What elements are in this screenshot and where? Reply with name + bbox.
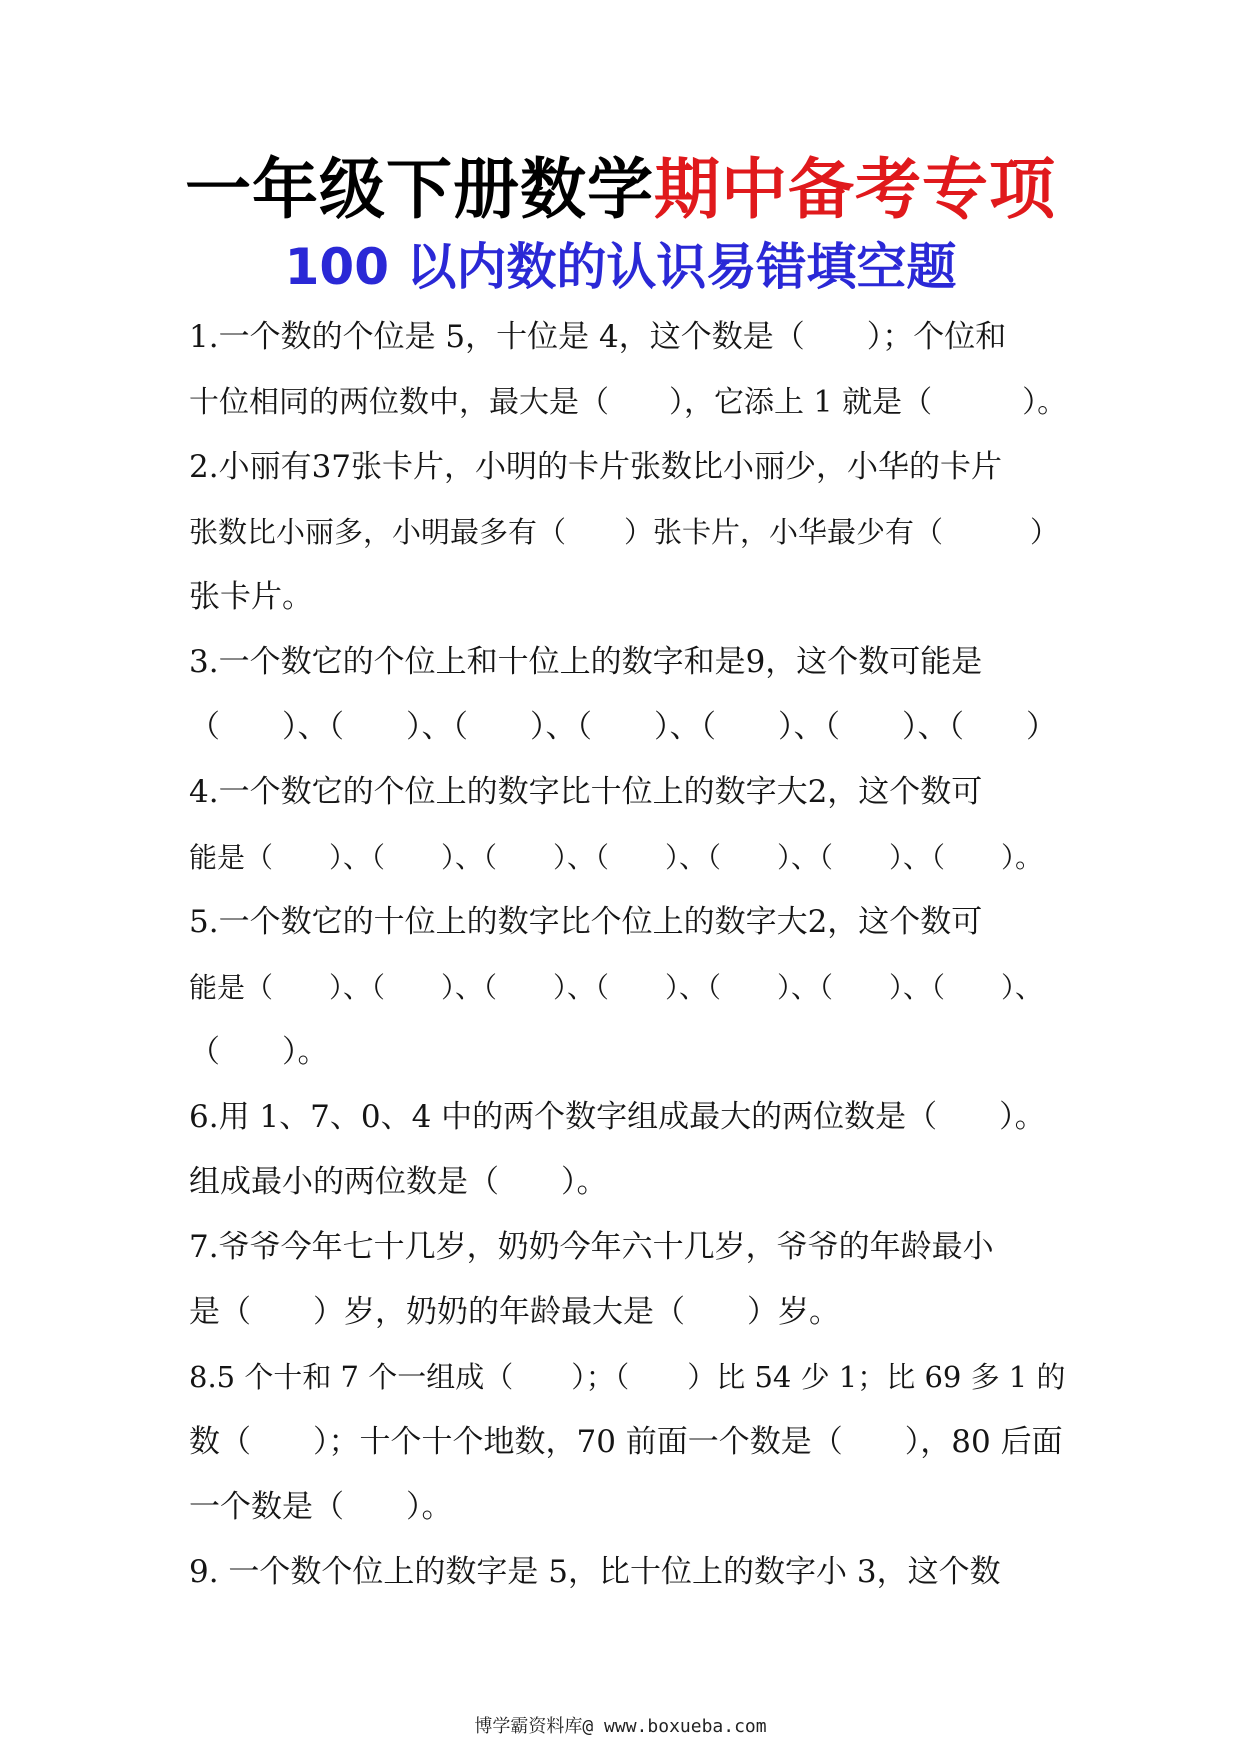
question-line: （ ）。 bbox=[189, 1034, 329, 1070]
question-line: 组成最小的两位数是（ ）。 bbox=[189, 1164, 608, 1200]
question-line: 十位相同的两位数中，最大是（ ），它添上 1 就是（ ）。 bbox=[189, 385, 1068, 420]
question-line: 6.用 1、7、0、4 中的两个数字组成最大的两位数是（ ）。 bbox=[189, 1099, 1046, 1135]
question-line: 2.小丽有37张卡片，小明的卡片张数比小丽少，小华的卡片 bbox=[189, 449, 1003, 485]
question-4 bbox=[189, 760, 1059, 890]
title-highlight: 期中备考专项 bbox=[654, 151, 1056, 228]
question-line: 是（ ）岁，奶奶的年龄最大是（ ）岁。 bbox=[189, 1294, 840, 1330]
question-line: 能是（ ）、（ ）、（ ）、（ ）、（ ）、（ ）、（ ）、 bbox=[189, 971, 1044, 1004]
question-line: 5.一个数它的十位上的数字比个位上的数字大2，这个数可 bbox=[189, 904, 983, 940]
footer-watermark: 博学霸资料库@ www.boxueba.com bbox=[474, 1716, 767, 1737]
page-title bbox=[0, 150, 1241, 230]
question-line: 1.一个数的个位是 5，十位是 4，这个数是（ ）；个位和 bbox=[189, 319, 1007, 355]
question-line: 张卡片。 bbox=[189, 579, 313, 615]
question-line: 数（ ）；十个十个地数，70 前面一个数是（ ），80 后面 bbox=[189, 1424, 1063, 1460]
question-7 bbox=[189, 1215, 1059, 1345]
question-5 bbox=[189, 890, 1059, 1085]
question-3 bbox=[189, 630, 1059, 760]
question-line: 8.5 个十和 7 个一组成（ ）；（ ）比 54 少 1；比 69 多 1 的 bbox=[189, 1360, 1066, 1394]
question-line: 3.一个数它的个位上和十位上的数字和是9，这个数可能是 bbox=[189, 644, 983, 680]
question-line: 能是（ ）、（ ）、（ ）、（ ）、（ ）、（ ）、（ ）。 bbox=[189, 841, 1044, 874]
question-6 bbox=[189, 1085, 1059, 1215]
question-line: （ ）、（ ）、（ ）、（ ）、（ ）、（ ）、（ ） bbox=[189, 709, 1057, 745]
question-line: 4.一个数它的个位上的数字比十位上的数字大2，这个数可 bbox=[189, 774, 983, 810]
question-2 bbox=[189, 435, 1059, 630]
question-line: 张数比小丽多，小明最多有（ ）张卡片，小华最少有（ ） bbox=[189, 515, 1060, 549]
question-line: 一个数是（ ）。 bbox=[189, 1489, 453, 1525]
title-main: 一年级下册数学 bbox=[185, 151, 654, 228]
question-8 bbox=[189, 1345, 1066, 1540]
page-subtitle: 100 以内数的认识易错填空题 bbox=[284, 238, 957, 296]
question-line: 7.爷爷今年七十几岁，奶奶今年六十几岁，爷爷的年龄最小 bbox=[189, 1229, 994, 1265]
question-9 bbox=[189, 1540, 1059, 1605]
question-1 bbox=[189, 305, 1068, 435]
question-line: 9. 一个数个位上的数字是 5，比十位上的数字小 3，这个数 bbox=[189, 1554, 1001, 1590]
question-list bbox=[189, 305, 1068, 1605]
